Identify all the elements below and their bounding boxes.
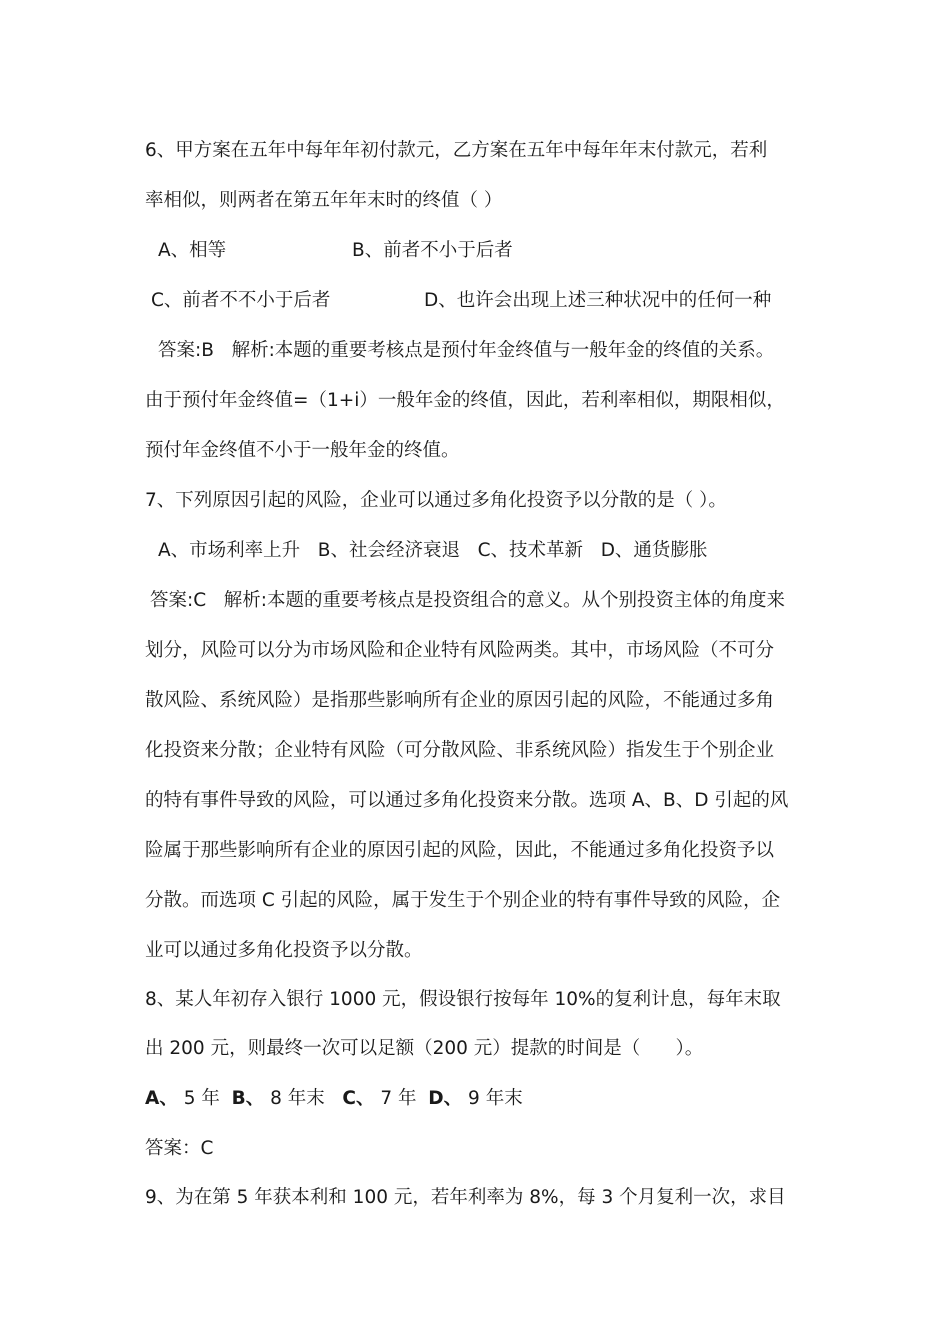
q7-answer-line-7: 分散。而选项 C 引起的风险，属于发生于个别企业的特有事件导致的风险，企 <box>145 890 781 911</box>
q6-option-b: B、前者不小于后者 <box>352 240 513 261</box>
q8-option-d-label: D、 <box>428 1088 463 1109</box>
q8-option-a-text: 5 年 <box>177 1088 232 1109</box>
q8-option-b-label: B、 <box>231 1088 265 1109</box>
q7-line-1: 7、下列原因引起的风险，企业可以通过多角化投资予以分散的是（ ）。 <box>145 490 727 511</box>
q8-option-b-text: 8 年末 <box>264 1088 343 1109</box>
q8-option-d-text: 9 年末 <box>462 1088 523 1109</box>
q8-answer: 答案：C <box>145 1138 214 1159</box>
q6-answer-line-1: 答案:B 解析:本题的重要考核点是预付年金终值与一般年金的终值的关系。 <box>158 340 775 361</box>
q8-line-2: 出 200 元，则最终一次可以足额（200 元）提款的时间是（ ）。 <box>145 1038 704 1059</box>
q6-option-c: C、前者不不小于后者 <box>151 290 331 311</box>
q6-option-a: A、相等 <box>158 240 227 261</box>
q7-options: A、市场利率上升 B、社会经济衰退 C、技术革新 D、通货膨胀 <box>158 540 708 561</box>
q6-line-1: 6、甲方案在五年中每年年初付款元，乙方案在五年中每年年末付款元，若利 <box>145 140 768 161</box>
q8-option-a-label: A、 <box>145 1088 178 1109</box>
q6-answer-line-3: 预付年金终值不小于一般年金的终值。 <box>145 440 460 461</box>
q6-option-d: D、也许会出现上述三种状况中的任何一种 <box>424 290 772 311</box>
q8-option-c-text: 7 年 <box>374 1088 429 1109</box>
q8-options <box>145 1087 523 1111</box>
q6-line-2: 率相似，则两者在第五年年末时的终值（ ） <box>145 190 503 211</box>
q7-answer-line-6: 险属于那些影响所有企业的原因引起的风险，因此，不能通过多角化投资予以 <box>145 840 775 861</box>
q9-line-1: 9、为在第 5 年获本利和 100 元，若年利率为 8%，每 3 个月复利一次，求目 <box>145 1187 786 1208</box>
q7-answer-line-4: 化投资来分散；企业特有风险（可分散风险、非系统风险）指发生于个别企业 <box>145 740 775 761</box>
q7-answer-line-2: 划分，风险可以分为市场风险和企业特有风险两类。其中，市场风险（不可分 <box>145 640 775 661</box>
q7-answer-line-3: 散风险、系统风险）是指那些影响所有企业的原因引起的风险，不能通过多角 <box>145 690 775 711</box>
q8-option-c-label: C、 <box>342 1088 375 1109</box>
q7-answer-line-1: 答案:C 解析:本题的重要考核点是投资组合的意义。从个别投资主体的角度来 <box>150 590 786 611</box>
q8-line-1: 8、某人年初存入银行 1000 元，假设银行按每年 10%的复利计息，每年末取 <box>145 989 781 1010</box>
q7-answer-line-5: 的特有事件导致的风险，可以通过多角化投资来分散。选项 A、B、D 引起的风 <box>145 790 789 811</box>
q7-answer-line-8: 业可以通过多角化投资予以分散。 <box>145 940 423 961</box>
q6-answer-line-2: 由于预付年金终值=（1+i）一般年金的终值，因此，若利率相似，期限相似， <box>145 390 785 411</box>
